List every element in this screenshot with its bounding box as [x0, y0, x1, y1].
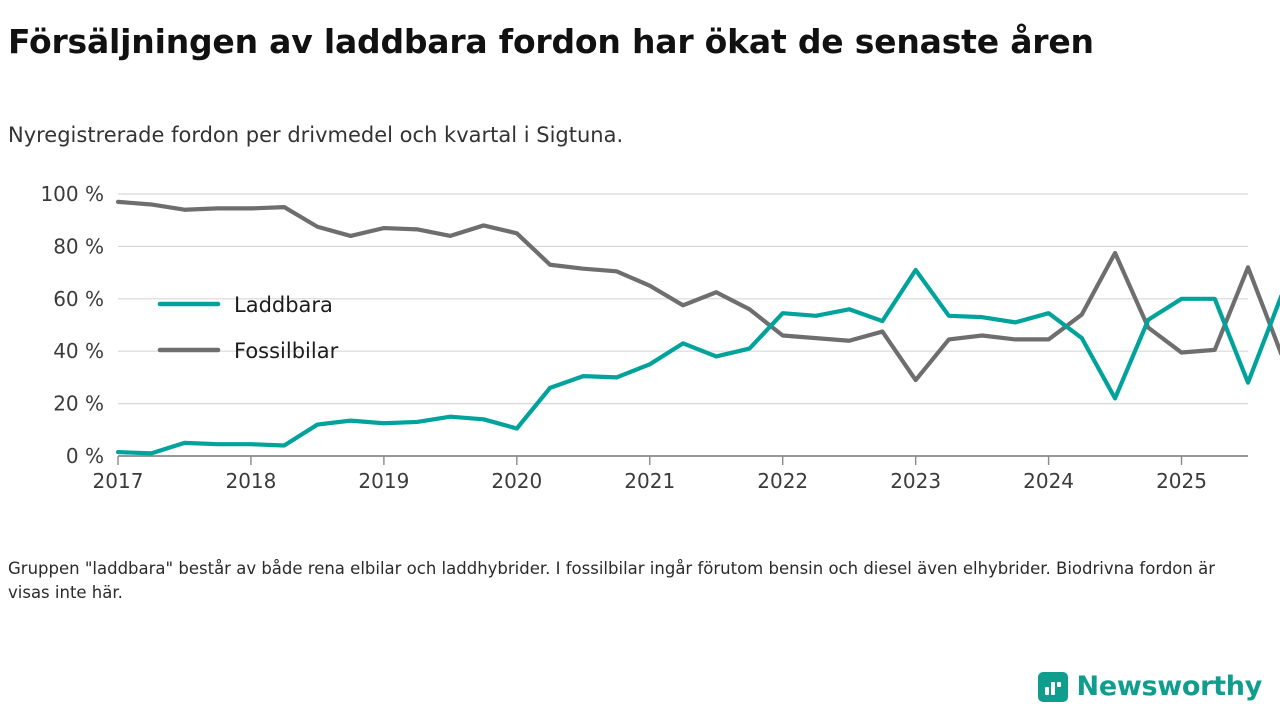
y-axis-tick-label: 100 % [40, 182, 104, 206]
y-axis-tick-label: 20 % [53, 391, 104, 416]
brand-name: Newsworthy [1076, 671, 1262, 702]
x-axis-tick-label: 2023 [890, 469, 942, 493]
y-axis-tick-label: 60 % [53, 286, 104, 311]
page-title: Försäljningen av laddbara fordon har ökat de senaste åren [8, 22, 1094, 61]
x-axis-tick-label: 2025 [1156, 469, 1207, 493]
y-axis-tick-label: 40 % [53, 339, 104, 364]
chart-subtitle: Nyregistrerade fordon per drivmedel och kvartal i Sigtuna. [8, 123, 624, 147]
brand-logo [1038, 671, 1262, 702]
x-axis-tick-label: 2020 [491, 469, 543, 493]
chart-footnote: Gruppen "laddbara" består av både rena elbilar och laddhybrider. I fossilbilar ingår förutom bensin och diesel även elhybrider. Biodrivna fordon är visas inte här. [8, 559, 1215, 602]
x-axis-tick-label: 2017 [92, 469, 144, 493]
x-axis-tick-label: 2019 [358, 469, 410, 493]
x-axis-tick-label: 2021 [624, 469, 676, 493]
line-chart [0, 170, 1280, 510]
y-axis-tick-label: 0 % [65, 444, 104, 468]
x-axis-tick-label: 2018 [225, 469, 277, 493]
x-axis-tick-label: 2024 [1023, 469, 1075, 493]
x-axis-tick-label: 2022 [757, 469, 809, 493]
bar-chart-icon [1038, 672, 1068, 702]
y-axis-tick-label: 80 % [53, 234, 104, 259]
chart-canvas [0, 170, 1280, 510]
legend-label: Fossilbilar [234, 339, 339, 363]
legend-label: Laddbara [234, 293, 333, 317]
